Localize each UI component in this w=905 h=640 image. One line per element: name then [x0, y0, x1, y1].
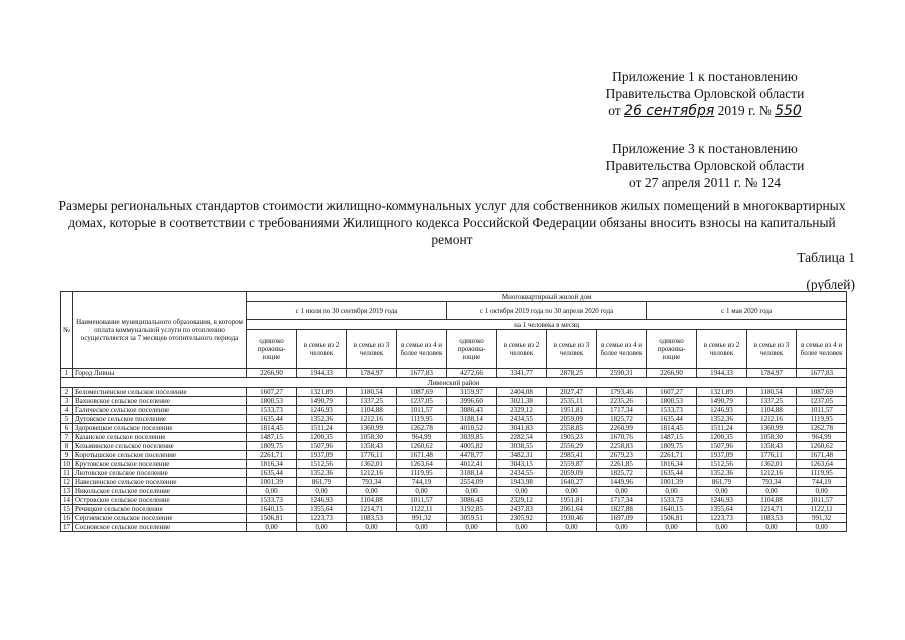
row-number: 12: [61, 478, 73, 487]
value-cell: 2061,64: [547, 505, 597, 514]
value-cell: 1449,96: [597, 478, 647, 487]
value-cell: 1321,89: [297, 388, 347, 397]
value-cell: 2260,99: [597, 424, 647, 433]
table-row: [61, 460, 847, 469]
value-cell: 0,00: [797, 487, 847, 496]
value-cell: 3188,14: [447, 469, 497, 478]
value-cell: 1511,24: [697, 424, 747, 433]
date-prefix: от: [608, 103, 621, 118]
value-cell: 1951,81: [547, 406, 597, 415]
subheader-cell: в семье из 3 человек: [347, 330, 397, 369]
table-row: [61, 442, 847, 451]
value-cell: 1358,43: [347, 442, 397, 451]
value-cell: 1533,73: [647, 496, 697, 505]
per-person-header: на 1 человека в месяц: [247, 320, 847, 330]
value-cell: 1487,15: [247, 433, 297, 442]
row-number: 11: [61, 469, 73, 478]
value-cell: 1262,78: [397, 424, 447, 433]
units-label: (рублей): [806, 277, 855, 292]
appendix-1-header: [560, 68, 850, 120]
value-cell: 1058,30: [747, 433, 797, 442]
value-cell: 0,00: [397, 487, 447, 496]
col-name-header: Наименование муниципального образования, в котором оплата коммунальной услуги по отоплению осуществляется за 7 месяцев отопительного периода: [73, 292, 247, 369]
value-cell: 2985,41: [547, 451, 597, 460]
value-cell: 1212,16: [347, 415, 397, 424]
period-header-1: с 1 июля по 30 сентября 2019 года: [247, 302, 447, 320]
appendix-3-line1: Приложение 3 к постановлению: [612, 141, 798, 156]
appendix-3-header: [560, 140, 850, 191]
value-cell: 0,00: [797, 523, 847, 532]
value-cell: 1212,16: [747, 469, 797, 478]
value-cell: 1511,24: [297, 424, 347, 433]
subheader-cell: одиноко прожива-ющие: [447, 330, 497, 369]
value-cell: 1352,36: [697, 415, 747, 424]
value-cell: 2027,47: [547, 388, 597, 397]
row-number: 10: [61, 460, 73, 469]
municipality-name: Казанское сельское поселение: [73, 433, 247, 442]
value-cell: 1180,54: [747, 388, 797, 397]
value-cell: 0,00: [447, 523, 497, 532]
value-cell: 2059,09: [547, 415, 597, 424]
value-cell: 0,00: [497, 523, 547, 532]
value-cell: 1122,11: [797, 505, 847, 514]
value-cell: 1816,34: [247, 460, 297, 469]
value-cell: 1352,36: [297, 415, 347, 424]
subheader-cell: в семье из 3 человек: [747, 330, 797, 369]
value-cell: 1337,25: [347, 397, 397, 406]
value-cell: 1776,11: [747, 451, 797, 460]
value-cell: 1506,81: [647, 514, 697, 523]
value-cell: 3041,83: [497, 424, 547, 433]
appendix-1-line1: Приложение 1 к постановлению: [612, 69, 798, 84]
row-number: 1: [61, 369, 73, 378]
value-cell: 0,00: [547, 487, 597, 496]
value-cell: 2437,83: [497, 505, 547, 514]
value-cell: 3043,15: [497, 460, 547, 469]
municipality-name: Лютовское сельское поселение: [73, 469, 247, 478]
municipality-name: Вахновское сельское поселение: [73, 397, 247, 406]
value-cell: 3021,38: [497, 397, 547, 406]
value-cell: 1246,93: [697, 496, 747, 505]
row-number: 7: [61, 433, 73, 442]
value-cell: 1011,57: [797, 496, 847, 505]
value-cell: 3086,43: [447, 406, 497, 415]
value-cell: 1104,88: [347, 496, 397, 505]
municipality-name: Сергиевское сельское поселение: [73, 514, 247, 523]
subheader-cell: в семье из 4 и более человек: [397, 330, 447, 369]
value-cell: 1360,99: [747, 424, 797, 433]
value-cell: 2059,09: [547, 469, 597, 478]
value-cell: 4005,82: [447, 442, 497, 451]
value-cell: 1937,09: [297, 451, 347, 460]
value-cell: 0,00: [497, 487, 547, 496]
value-cell: 1119,95: [797, 415, 847, 424]
value-cell: 1104,88: [747, 406, 797, 415]
value-cell: 1640,15: [247, 505, 297, 514]
value-cell: 1635,44: [647, 469, 697, 478]
value-cell: 1223,73: [697, 514, 747, 523]
value-cell: 1237,05: [397, 397, 447, 406]
row-number: 17: [61, 523, 73, 532]
value-cell: 1214,71: [747, 505, 797, 514]
value-cell: 1512,56: [697, 460, 747, 469]
value-cell: 964,99: [797, 433, 847, 442]
table-row: [61, 424, 847, 433]
value-cell: 1506,81: [247, 514, 297, 523]
value-cell: 3038,55: [497, 442, 547, 451]
handwritten-number: 550: [775, 103, 802, 119]
value-cell: 1640,15: [647, 505, 697, 514]
municipality-name: Островское сельское поселение: [73, 496, 247, 505]
value-cell: 1263,64: [797, 460, 847, 469]
value-cell: 1671,48: [397, 451, 447, 460]
value-cell: 1717,34: [597, 496, 647, 505]
value-cell: 1352,36: [297, 469, 347, 478]
handwritten-date: 26 сентября: [624, 103, 715, 119]
value-cell: 1087,69: [397, 388, 447, 397]
value-cell: 0,00: [397, 523, 447, 532]
date-year: 2019 г.: [717, 103, 756, 118]
value-cell: 4012,41: [447, 460, 497, 469]
value-cell: 3188,14: [447, 415, 497, 424]
value-cell: 1697,09: [597, 514, 647, 523]
value-cell: 1011,57: [397, 496, 447, 505]
subheader-cell: одиноко прожива-ющие: [647, 330, 697, 369]
value-cell: 1607,27: [247, 388, 297, 397]
subheader-cell: в семье из 2 человек: [697, 330, 747, 369]
table-row: [61, 523, 847, 532]
value-cell: 0,00: [547, 523, 597, 532]
appendix-1-line2: Правительства Орловской области: [605, 86, 805, 101]
value-cell: 1825,72: [597, 469, 647, 478]
value-cell: 1490,79: [697, 397, 747, 406]
value-cell: 1533,73: [647, 406, 697, 415]
value-cell: 1321,89: [697, 388, 747, 397]
value-cell: 3059,51: [447, 514, 497, 523]
value-cell: 3039,85: [447, 433, 497, 442]
subheader-cell: в семье из 2 человек: [497, 330, 547, 369]
value-cell: 1937,09: [697, 451, 747, 460]
value-cell: 1119,95: [397, 415, 447, 424]
value-cell: 1670,76: [597, 433, 647, 442]
table-row: [61, 433, 847, 442]
col-number-header: №: [61, 292, 73, 369]
value-cell: 964,99: [397, 433, 447, 442]
value-cell: 0,00: [697, 487, 747, 496]
value-cell: 1809,75: [647, 442, 697, 451]
table-row: [61, 487, 847, 496]
standards-table: [60, 291, 847, 532]
value-cell: 1352,36: [697, 469, 747, 478]
value-cell: 1533,73: [247, 496, 297, 505]
row-number: 13: [61, 487, 73, 496]
municipality-name: Крутовское сельское поселение: [73, 460, 247, 469]
value-cell: 2559,87: [547, 460, 597, 469]
value-cell: 2329,12: [497, 496, 547, 505]
value-cell: 1180,54: [347, 388, 397, 397]
value-cell: 0,00: [347, 523, 397, 532]
value-cell: 4010,52: [447, 424, 497, 433]
value-cell: 1358,43: [747, 442, 797, 451]
value-cell: 0,00: [647, 487, 697, 496]
table-label: Таблица 1: [797, 250, 855, 265]
appendix-3-line2: Правительства Орловской области: [605, 158, 805, 173]
municipality-name: Навесненское сельское поселение: [73, 478, 247, 487]
value-cell: 744,19: [397, 478, 447, 487]
value-cell: 2535,11: [547, 397, 597, 406]
value-cell: 1122,11: [397, 505, 447, 514]
table-row: [61, 369, 847, 378]
municipality-name: Сосновское сельское поселение: [73, 523, 247, 532]
value-cell: 0,00: [597, 487, 647, 496]
value-cell: 1355,64: [297, 505, 347, 514]
value-cell: 2434,55: [497, 415, 547, 424]
value-cell: 1246,93: [297, 496, 347, 505]
value-cell: 1058,30: [347, 433, 397, 442]
subheader-cell: в семье из 4 и более человек: [797, 330, 847, 369]
value-cell: 2305,92: [497, 514, 547, 523]
value-cell: 2261,71: [247, 451, 297, 460]
value-cell: 3341,77: [497, 369, 547, 378]
appendix-1-date-line: [560, 102, 850, 120]
value-cell: 1260,62: [797, 442, 847, 451]
value-cell: 2878,25: [547, 369, 597, 378]
value-cell: 1083,53: [747, 514, 797, 523]
table-row: [61, 505, 847, 514]
value-cell: 1011,57: [797, 406, 847, 415]
value-cell: 1776,11: [347, 451, 397, 460]
value-cell: 1827,88: [597, 505, 647, 514]
municipality-name: Никольское сельское поселение: [73, 487, 247, 496]
table-row: [61, 388, 847, 397]
value-cell: 861,79: [697, 478, 747, 487]
value-cell: 1011,57: [397, 406, 447, 415]
municipality-name: Козьминское сельское поселение: [73, 442, 247, 451]
value-cell: 1104,88: [347, 406, 397, 415]
subheader-cell: одиноко прожива-ющие: [247, 330, 297, 369]
municipality-name: Беломестненское сельское поселение: [73, 388, 247, 397]
value-cell: 0,00: [297, 487, 347, 496]
value-cell: 1951,81: [547, 496, 597, 505]
value-cell: 1001,39: [247, 478, 297, 487]
value-cell: 1214,71: [347, 505, 397, 514]
value-cell: 1677,83: [397, 369, 447, 378]
value-cell: 0,00: [747, 523, 797, 532]
value-cell: 1246,93: [697, 406, 747, 415]
value-cell: 1814,45: [647, 424, 697, 433]
value-cell: 1362,01: [347, 460, 397, 469]
table-row: [61, 469, 847, 478]
value-cell: 0,00: [447, 487, 497, 496]
value-cell: 1930,46: [547, 514, 597, 523]
municipality-name: Галическое сельское поселение: [73, 406, 247, 415]
subheader-cell: в семье из 3 человек: [547, 330, 597, 369]
value-cell: 1825,72: [597, 415, 647, 424]
value-cell: 0,00: [247, 487, 297, 496]
value-cell: 1512,56: [297, 460, 347, 469]
value-cell: 1944,33: [297, 369, 347, 378]
value-cell: 1260,62: [397, 442, 447, 451]
value-cell: 2558,85: [547, 424, 597, 433]
value-cell: 1943,98: [497, 478, 547, 487]
value-cell: 1814,45: [247, 424, 297, 433]
value-cell: 1119,95: [397, 469, 447, 478]
table-row: [61, 451, 847, 460]
municipality-name: Дутовское сельское поселение: [73, 415, 247, 424]
value-cell: 2282,54: [497, 433, 547, 442]
value-cell: 1262,78: [797, 424, 847, 433]
row-number: 4: [61, 406, 73, 415]
value-cell: 1200,35: [697, 433, 747, 442]
value-cell: 1360,99: [347, 424, 397, 433]
table-row: [61, 406, 847, 415]
value-cell: 0,00: [647, 523, 697, 532]
value-cell: 2679,23: [597, 451, 647, 460]
value-cell: 2554,09: [447, 478, 497, 487]
value-cell: 793,34: [347, 478, 397, 487]
value-cell: 1816,34: [647, 460, 697, 469]
number-sign: №: [758, 103, 772, 118]
row-number: 3: [61, 397, 73, 406]
value-cell: 1607,27: [647, 388, 697, 397]
value-cell: 2261,85: [597, 460, 647, 469]
value-cell: 2590,31: [597, 369, 647, 378]
value-cell: 2235,26: [597, 397, 647, 406]
row-number: 16: [61, 514, 73, 523]
document-title: Размеры региональных стандартов стоимости жилищно-коммунальных услуг для собственников жилых помещений в многоквартирных домах, которые в соответствии с требованиями Жилищного кодекса Российской Федерации обязаны вносить взносы на капитальный ремонт: [58, 198, 846, 247]
value-cell: 1635,44: [647, 415, 697, 424]
value-cell: 1087,69: [797, 388, 847, 397]
value-cell: 1104,88: [747, 496, 797, 505]
municipality-name: Коротышское сельское поселение: [73, 451, 247, 460]
value-cell: 2258,83: [597, 442, 647, 451]
value-cell: 1355,64: [697, 505, 747, 514]
value-cell: 1533,73: [247, 406, 297, 415]
value-cell: 3482,31: [497, 451, 547, 460]
value-cell: 1640,27: [547, 478, 597, 487]
value-cell: 1809,75: [247, 442, 297, 451]
value-cell: 1784,97: [347, 369, 397, 378]
value-cell: 3996,60: [447, 397, 497, 406]
value-cell: 1337,25: [747, 397, 797, 406]
value-cell: 744,19: [797, 478, 847, 487]
value-cell: 2329,12: [497, 406, 547, 415]
table-row: [61, 478, 847, 487]
value-cell: 1083,53: [347, 514, 397, 523]
value-cell: 0,00: [347, 487, 397, 496]
row-number: 8: [61, 442, 73, 451]
value-cell: 1212,16: [747, 415, 797, 424]
table-row: [61, 397, 847, 406]
value-cell: 1237,05: [797, 397, 847, 406]
value-cell: 2261,71: [647, 451, 697, 460]
value-cell: 1793,46: [597, 388, 647, 397]
value-cell: 1001,39: [647, 478, 697, 487]
row-number: 2: [61, 388, 73, 397]
group-header: Многоквартирный жилой дом: [247, 292, 847, 302]
value-cell: 4478,77: [447, 451, 497, 460]
value-cell: 4272,66: [447, 369, 497, 378]
value-cell: 1223,73: [297, 514, 347, 523]
municipality-name: Речицкое сельское поселение: [73, 505, 247, 514]
value-cell: 1944,33: [697, 369, 747, 378]
value-cell: 0,00: [247, 523, 297, 532]
value-cell: 1507,96: [697, 442, 747, 451]
value-cell: 3159,97: [447, 388, 497, 397]
value-cell: 2266,90: [247, 369, 297, 378]
value-cell: 1635,44: [247, 415, 297, 424]
value-cell: 1800,53: [647, 397, 697, 406]
table-row: [61, 415, 847, 424]
value-cell: 861,79: [297, 478, 347, 487]
value-cell: 1905,23: [547, 433, 597, 442]
district-header: Ливенский район: [61, 378, 847, 388]
municipality-name: Здоровецкое сельское поселение: [73, 424, 247, 433]
value-cell: 793,34: [747, 478, 797, 487]
value-cell: 3086,43: [447, 496, 497, 505]
value-cell: 0,00: [297, 523, 347, 532]
value-cell: 1784,97: [747, 369, 797, 378]
value-cell: 1490,79: [297, 397, 347, 406]
value-cell: 1487,15: [647, 433, 697, 442]
row-number: 14: [61, 496, 73, 505]
value-cell: 1263,64: [397, 460, 447, 469]
appendix-3-line3: от 27 апреля 2011 г. № 124: [629, 175, 781, 190]
value-cell: 991,32: [397, 514, 447, 523]
period-header-3: с 1 мая 2020 года: [647, 302, 847, 320]
period-header-2: с 1 октября 2019 года по 30 апреля 2020 года: [447, 302, 647, 320]
value-cell: 2556,29: [547, 442, 597, 451]
row-number: 5: [61, 415, 73, 424]
value-cell: 2404,08: [497, 388, 547, 397]
value-cell: 3192,85: [447, 505, 497, 514]
value-cell: 1800,53: [247, 397, 297, 406]
subheader-cell: в семье из 2 человек: [297, 330, 347, 369]
value-cell: 2266,90: [647, 369, 697, 378]
row-number: 15: [61, 505, 73, 514]
value-cell: 1635,44: [247, 469, 297, 478]
row-number: 9: [61, 451, 73, 460]
value-cell: 1246,93: [297, 406, 347, 415]
value-cell: 1212,16: [347, 469, 397, 478]
value-cell: 1200,35: [297, 433, 347, 442]
value-cell: 0,00: [597, 523, 647, 532]
value-cell: 1671,48: [797, 451, 847, 460]
value-cell: 0,00: [747, 487, 797, 496]
value-cell: 991,32: [797, 514, 847, 523]
row-number: 6: [61, 424, 73, 433]
value-cell: 1507,96: [297, 442, 347, 451]
value-cell: 2434,55: [497, 469, 547, 478]
value-cell: 1677,83: [797, 369, 847, 378]
subheader-cell: в семье из 4 и более человек: [597, 330, 647, 369]
municipality-name: Город Ливны: [73, 369, 247, 378]
table-row: [61, 514, 847, 523]
value-cell: 1362,01: [747, 460, 797, 469]
table-row: [61, 496, 847, 505]
value-cell: 0,00: [697, 523, 747, 532]
value-cell: 1119,95: [797, 469, 847, 478]
value-cell: 1717,34: [597, 406, 647, 415]
